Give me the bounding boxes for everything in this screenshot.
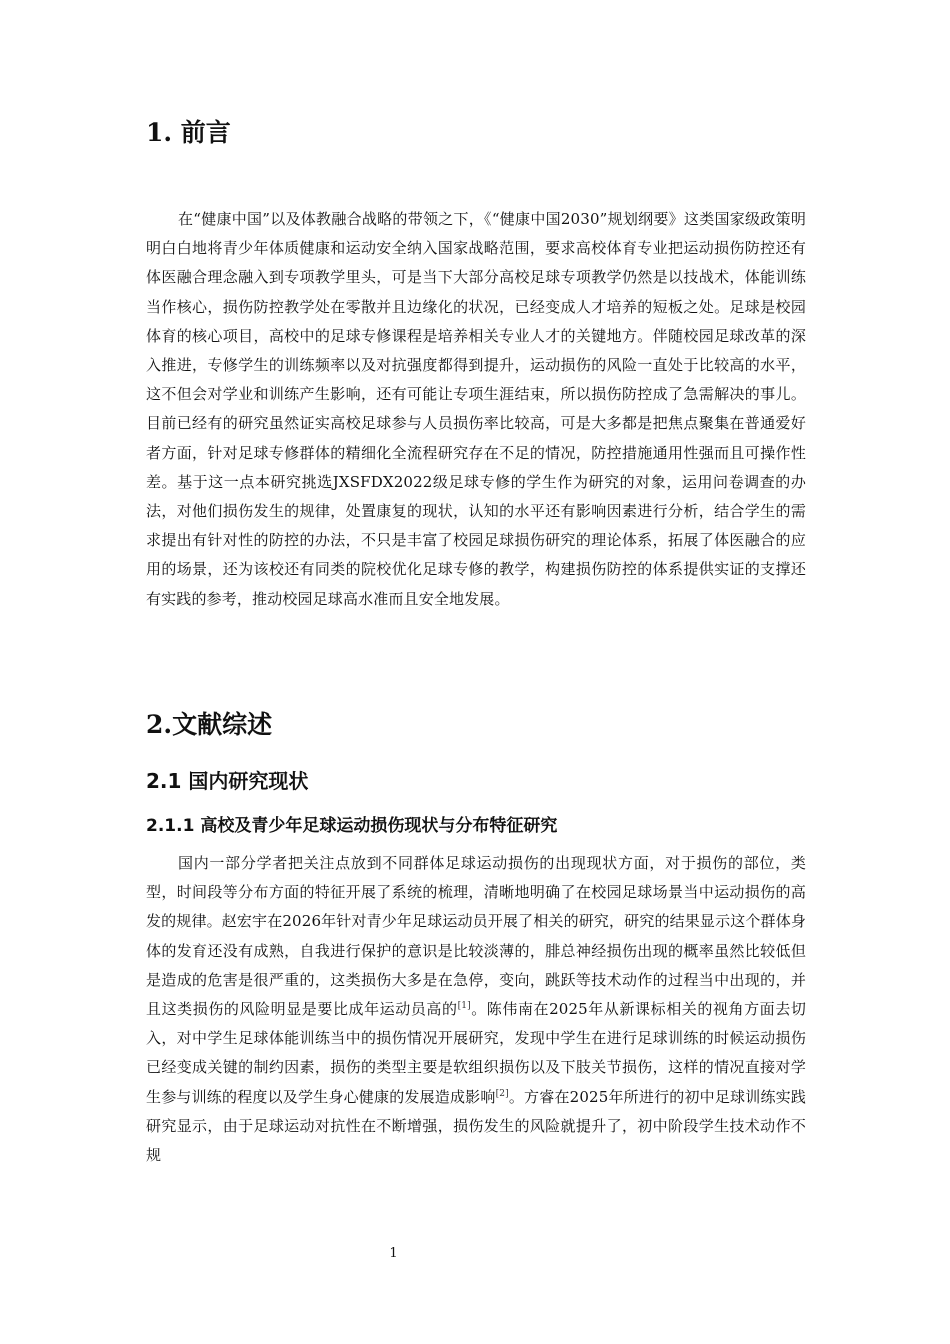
domestic-research-heading: 2.1 国内研究现状 xyxy=(146,769,309,793)
citation-ref-2: [2] xyxy=(495,1088,509,1099)
injury-status-paragraph xyxy=(146,849,806,1170)
injury-status-subheading: 2.1.1 高校及青少年足球运动损伤现状与分布特征研究 xyxy=(146,816,558,836)
citation-ref-1: [1] xyxy=(457,1001,471,1012)
page-number: 1 xyxy=(389,1246,398,1261)
paragraph-text-part-2: 。陈伟南在2025年从新课标相关的视角方面去切入，对中学生足球体能训练当中的损伤情况开展研究，发现中学生在进行足球训练的时候运动损伤已经变成关键的制约因素，损伤的类型主要是软组织损伤以及下肢关节损伤，这样的情况直接对学生参与训练的程度以及学生身心健康的发展造成影响 xyxy=(146,1000,806,1106)
paragraph-text-part-1: 国内一部分学者把关注点放到不同群体足球运动损伤的出现现状方面，对于损伤的部位，类型，时间段等分布方面的特征开展了系统的梳理，清晰地明确了在校园足球场景当中运动损伤的高发的规律。赵宏宇在2026年针对青少年足球运动员开展了相关的研究，研究的结果显示这个群体身体的发育还没有成熟，自我进行保护的意识是比较淡薄的，腓总神经损伤出现的概率虽然比较低但是造成的危害是很严重的，这类损伤大多是在急停，变向，跳跃等技术动作的过程当中出现的，并且这类损伤的风险明显是要比成年运动员高的 xyxy=(146,854,806,1019)
literature-review-heading: 2.文献综述 xyxy=(146,710,273,739)
preface-heading: 1. 前言 xyxy=(146,118,231,147)
paragraph-text-part-3: 。方睿在2025年所进行的初中足球训练实践研究显示，由于足球运动对抗性在不断增强，损伤发生的风险就提升了，初中阶段学生技术动作不规 xyxy=(146,1087,807,1165)
preface-paragraph: 在“健康中国”以及体教融合战略的带领之下，《“健康中国2030”规划纲要》这类国家级政策明明白白地将青少年体质健康和运动安全纳入国家战略范围，要求高校体育专业把运动损伤防控还有体医融合理念融入到专项教学里头，可是当下大部分高校足球专项教学仍然是以技战术，体能训练当作核心，损伤防控教学处在零散并且边缘化的状况，已经变成人才培养的短板之处。足球是校园体育的核心项目，高校中的足球专修课程是培养相关专业人才的关键地方。伴随校园足球改革的深入推进，专修学生的训练频率以及对抗强度都得到提升，运动损伤的风险一直处于比较高的水平，这不但会对学业和训练产生影响，还有可能让专项生涯结束，所以损伤防控成了急需解决的事儿。目前已经有的研究虽然证实高校足球参与人员损伤率比较高，可是大多都是把焦点聚集在普通爱好者方面，针对足球专修群体的精细化全流程研究存在不足的情况，防控措施通用性强而且可操作性差。基于这一点本研究挑选JXSFDX2022级足球专修的学生作为研究的对象，运用问卷调查的办法，对他们损伤发生的规律，处置康复的现状，认知的水平还有影响因素进行分析，结合学生的需求提出有针对性的防控的办法，不只是丰富了校园足球损伤研究的理论体系，拓展了体医融合的应用的场景，还为该校还有同类的院校优化足球专修的教学，构建损伤防控的体系提供实证的支撑还有实践的参考，推动校园足球高水准而且安全地发展。 xyxy=(146,210,806,608)
